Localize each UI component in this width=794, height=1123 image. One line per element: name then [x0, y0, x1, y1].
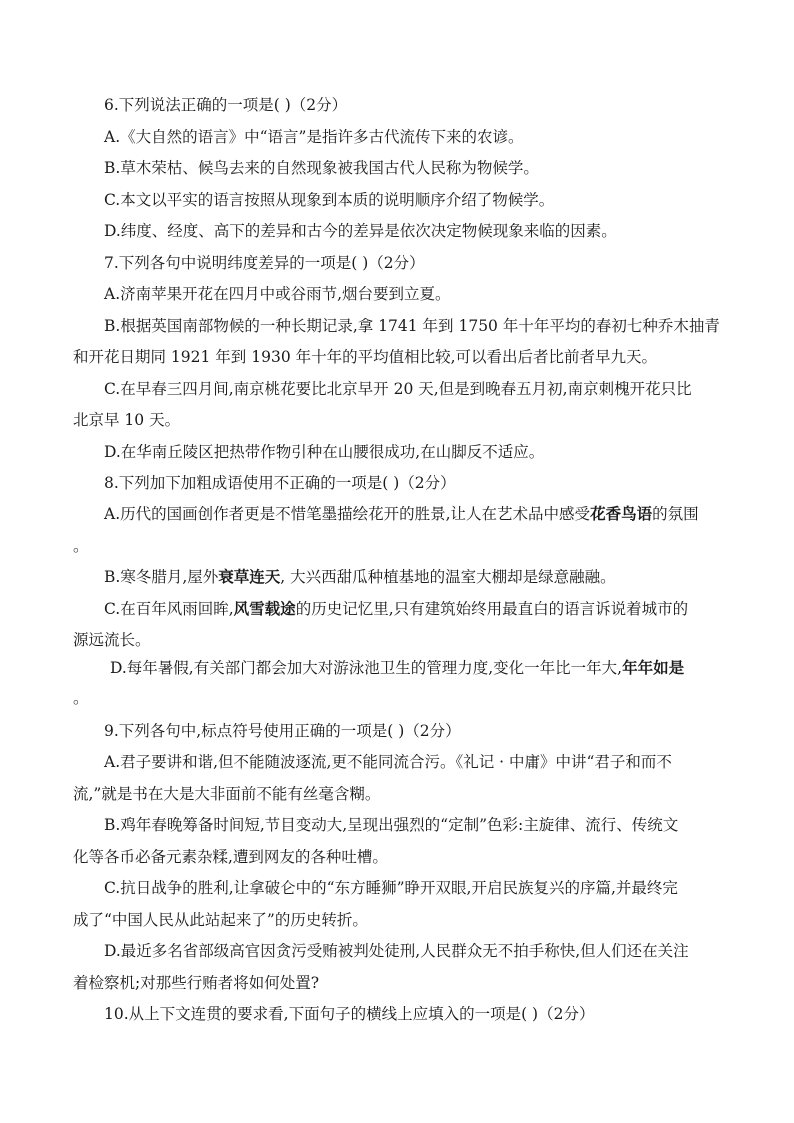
question-8-option-b [104, 566, 616, 588]
question-9-option-d-line2: 着检察机;对那些行贿者将如何处置? [73, 974, 320, 992]
question-8-option-a-end: 。 [73, 537, 89, 555]
question-6-option-b: B.草木荣枯、候鸟去来的自然现象被我国古代人民称为物候学。 [104, 159, 539, 177]
question-9-stem: 9.下列各句中,标点符号使用正确的一项是( )（2分） [104, 722, 461, 740]
question-6-stem: 6.下列说法正确的一项是( )（2分） [104, 96, 348, 114]
question-8-option-d [110, 657, 684, 679]
question-6-option-d: D.纬度、经度、高下的差异和古今的差异是依次决定物候现象来临的因素。 [104, 222, 617, 240]
question-9-option-c-line2: 成了“中国人民从此站起来了”的历史转折。 [73, 911, 368, 929]
question-8-option-d-idiom: 年年如是 [622, 659, 685, 677]
question-6-option-a: A.《大自然的语言》中“语言”是指许多古代流传下来的农谚。 [104, 128, 524, 146]
question-7-stem: 7.下列各句中说明纬度差异的一项是( )（2分） [104, 254, 425, 272]
question-7-option-b-line2: 和开花日期同 1921 年到 1930 年十年的平均值相比较,可以看出后者比前者早九天。 [73, 348, 658, 366]
question-9-option-a-line2: 流,”就是书在大是大非面前不能有丝毫含糊。 [73, 785, 381, 803]
question-8-option-b-text: B.寒冬腊月,屋外 [104, 568, 219, 586]
question-8-option-c [104, 598, 688, 620]
question-7-option-b-line1: B.根据英国南部物候的一种长期记录,拿 1741 年到 1750 年十年平均的春初七种乔木抽青 [104, 317, 720, 335]
question-8-option-a [104, 503, 699, 525]
question-8-option-c-text: C.在百年风雨回眸, [104, 600, 234, 618]
question-9-option-b-line1: B.鸡年春晚筹备时间短,节目变动大,呈现出强烈的“定制”色彩:主旋律、流行、传统文 [104, 816, 679, 834]
question-7-option-d: D.在华南丘陵区把热带作物引种在山腰很成功,在山脚反不适应。 [104, 443, 545, 461]
question-8-option-c-tail: 的历史记忆里,只有建筑始终用最直白的语言诉说着城市的 [295, 600, 689, 618]
question-9-option-b-line2: 化等各币必备元素杂糅,遭到网友的各种吐槽。 [73, 848, 388, 866]
question-8-option-a-idiom: 花香鸟语 [590, 505, 653, 523]
question-6-option-c: C.本文以平实的语言按照从现象到本质的说明顺序介绍了物候学。 [104, 191, 555, 209]
question-10-stem: 10.从上下文连贯的要求看,下面句子的横线上应填入的一项是( )（2分） [104, 1005, 595, 1023]
question-8-option-b-tail: , 大兴西甜瓜种植基地的温室大棚却是绿意融融。 [280, 568, 616, 586]
question-8-option-a-tail: 的氛围 [652, 505, 699, 523]
question-9-option-c-line1: C.抗日战争的胜利,让拿破仑中的“东方睡狮”睁开双眼,开启民族复兴的序篇,并最终完 [104, 879, 678, 897]
question-8-option-a-text: A.历代的国画创作者更是不惜笔墨描绘花开的胜景,让人在艺术品中感受 [104, 505, 591, 523]
question-9-option-d-line1: D.最近多名省部级高官因贪污受贿被判处徒刑,人民群众无不拍手称快,但人们还在关注 [104, 942, 689, 960]
question-8-option-d-text: D.每年暑假,有关部门都会加大对游泳池卫生的管理力度,变化一年比一年大, [110, 659, 623, 677]
question-7-option-a: A.济南苹果开花在四月中或谷雨节,烟台要到立夏。 [104, 285, 451, 303]
question-8-option-d-end: 。 [73, 689, 89, 707]
question-7-option-c-line1: C.在早春三四月间,南京桃花要比北京早开 20 天,但是到晚春五月初,南京刺槐开花只比 [104, 380, 692, 398]
question-9-option-a-line1: A.君子要讲和谐,但不能随波逐流,更不能同流合污。《礼记 · 中庸》中讲“君子和而不 [104, 753, 672, 771]
question-8-option-c-idiom: 风雪载途 [233, 600, 296, 618]
question-8-stem: 8.下列加下加粗成语使用不正确的一项是( )（2分） [104, 474, 456, 492]
question-7-option-c-line2: 北京早 10 天。 [73, 411, 181, 429]
question-8-option-b-idiom: 衰草连天 [218, 568, 281, 586]
question-8-option-c-end: 源远流长。 [73, 631, 151, 649]
